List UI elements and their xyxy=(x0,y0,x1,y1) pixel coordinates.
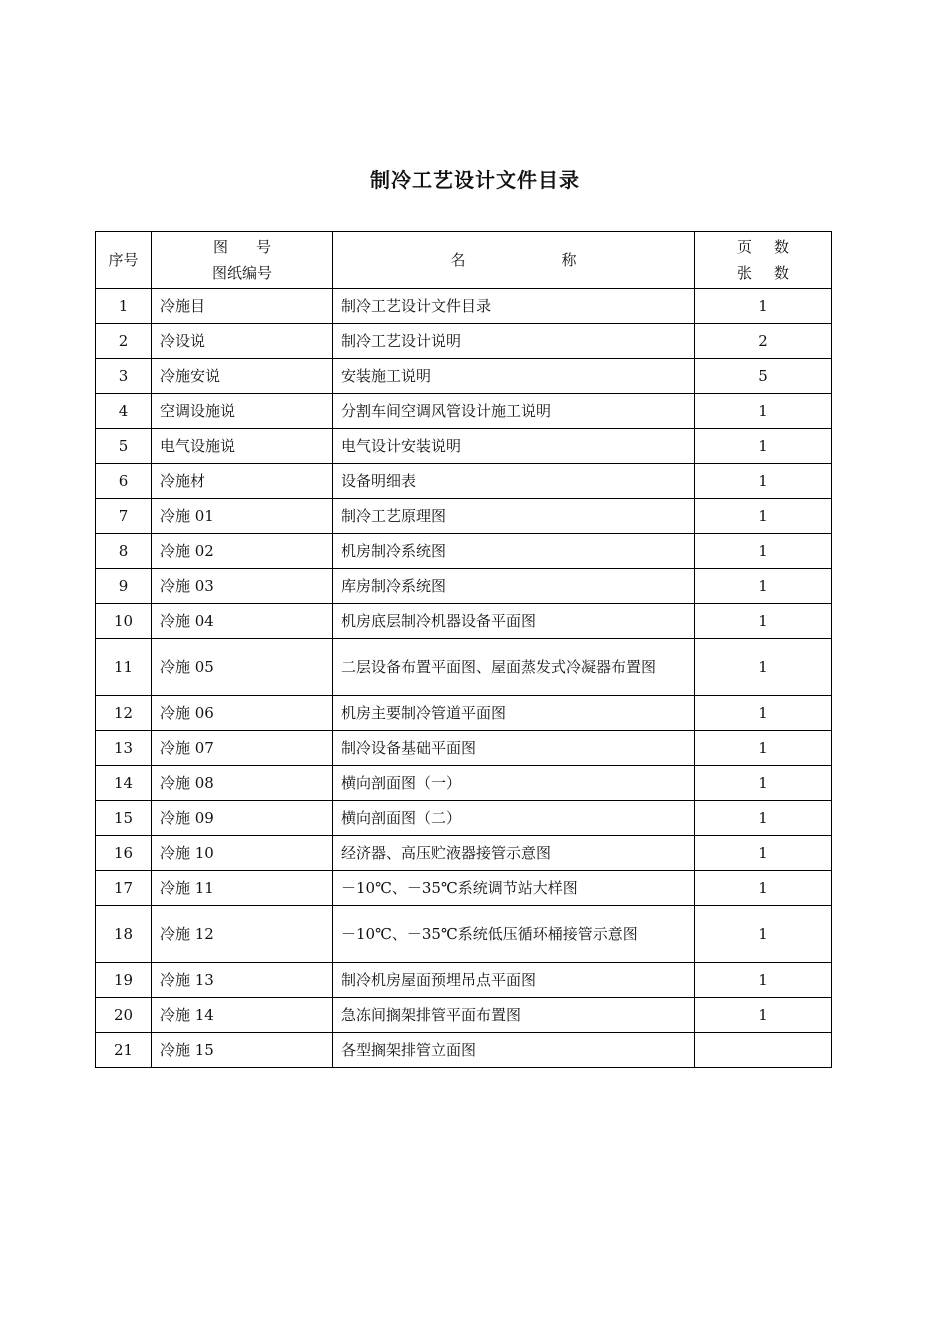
table-row xyxy=(96,1033,832,1068)
row-page-count: 1 xyxy=(695,906,832,963)
header-code-char-2: 号 xyxy=(256,238,272,256)
row-seq: 3 xyxy=(96,359,152,394)
row-page-count: 1 xyxy=(695,534,832,569)
header-name-char-1: 名 xyxy=(450,251,466,269)
row-page-count: 1 xyxy=(695,569,832,604)
row-page-count: 1 xyxy=(695,429,832,464)
row-drawing-name: 制冷工艺设计说明 xyxy=(333,324,695,359)
table-row xyxy=(96,289,832,324)
header-code-char-1: 图 xyxy=(212,238,228,256)
header-name-char-2: 称 xyxy=(561,251,577,269)
table-header-row xyxy=(96,232,832,289)
row-seq: 15 xyxy=(96,801,152,836)
row-drawing-code: 冷施 03 xyxy=(152,569,333,604)
row-drawing-name: 机房制冷系统图 xyxy=(333,534,695,569)
row-drawing-code: 冷施 06 xyxy=(152,696,333,731)
header-code xyxy=(152,232,333,289)
table-row xyxy=(96,359,832,394)
row-drawing-name: 制冷机房屋面预埋吊点平面图 xyxy=(333,963,695,998)
row-drawing-name: 制冷设备基础平面图 xyxy=(333,731,695,766)
row-page-count: 1 xyxy=(695,289,832,324)
table-row xyxy=(96,801,832,836)
row-drawing-code: 冷施 02 xyxy=(152,534,333,569)
row-drawing-code: 冷施 13 xyxy=(152,963,333,998)
row-page-count: 2 xyxy=(695,324,832,359)
row-drawing-name: 制冷工艺原理图 xyxy=(333,499,695,534)
header-seq: 序号 xyxy=(96,232,152,289)
row-drawing-code: 冷施 12 xyxy=(152,906,333,963)
row-page-count: 1 xyxy=(695,499,832,534)
row-drawing-code: 冷施安说 xyxy=(152,359,333,394)
row-drawing-code: 冷施 07 xyxy=(152,731,333,766)
row-drawing-code: 电气设施说 xyxy=(152,429,333,464)
table-row xyxy=(96,429,832,464)
row-drawing-name: 机房主要制冷管道平面图 xyxy=(333,696,695,731)
header-name xyxy=(333,232,695,289)
table-row xyxy=(96,836,832,871)
table-row xyxy=(96,998,832,1033)
table-row xyxy=(96,871,832,906)
table-row xyxy=(96,324,832,359)
row-drawing-name: 经济器、高压贮液器接管示意图 xyxy=(333,836,695,871)
row-drawing-code: 冷施材 xyxy=(152,464,333,499)
row-seq: 20 xyxy=(96,998,152,1033)
header-code-sub: 图纸编号 xyxy=(211,264,272,282)
row-drawing-name: 设备明细表 xyxy=(333,464,695,499)
row-page-count: 1 xyxy=(695,731,832,766)
row-drawing-name: 安装施工说明 xyxy=(333,359,695,394)
row-page-count: 1 xyxy=(695,871,832,906)
row-drawing-name: －10℃、－35℃系统调节站大样图 xyxy=(333,871,695,906)
row-page-count: 1 xyxy=(695,801,832,836)
row-drawing-name: －10℃、－35℃系统低压循环桶接管示意图 xyxy=(333,906,695,963)
row-page-count: 1 xyxy=(695,394,832,429)
row-drawing-name: 机房底层制冷机器设备平面图 xyxy=(333,604,695,639)
row-seq: 16 xyxy=(96,836,152,871)
table-row xyxy=(96,963,832,998)
row-page-count: 1 xyxy=(695,696,832,731)
row-drawing-code: 冷施 14 xyxy=(152,998,333,1033)
header-sheets-char-1: 张 xyxy=(736,264,752,282)
row-seq: 19 xyxy=(96,963,152,998)
table-row xyxy=(96,464,832,499)
row-drawing-code: 冷施 01 xyxy=(152,499,333,534)
table-row xyxy=(96,731,832,766)
row-drawing-code: 冷施 09 xyxy=(152,801,333,836)
row-seq: 4 xyxy=(96,394,152,429)
row-seq: 11 xyxy=(96,639,152,696)
row-drawing-name: 制冷工艺设计文件目录 xyxy=(333,289,695,324)
row-seq: 18 xyxy=(96,906,152,963)
row-drawing-code: 冷施 04 xyxy=(152,604,333,639)
row-page-count: 1 xyxy=(695,836,832,871)
drawing-catalog-table xyxy=(95,231,832,1068)
row-page-count: 1 xyxy=(695,639,832,696)
row-seq: 8 xyxy=(96,534,152,569)
table-row xyxy=(96,766,832,801)
table-row xyxy=(96,906,832,963)
row-page-count: 5 xyxy=(695,359,832,394)
table-row xyxy=(96,534,832,569)
row-seq: 21 xyxy=(96,1033,152,1068)
row-drawing-name: 横向剖面图（二） xyxy=(333,801,695,836)
row-drawing-name: 急冻间搁架排管平面布置图 xyxy=(333,998,695,1033)
row-seq: 2 xyxy=(96,324,152,359)
page-title: 制冷工艺设计文件目录 xyxy=(370,168,580,192)
row-drawing-name: 二层设备布置平面图、屋面蒸发式冷凝器布置图 xyxy=(333,639,695,696)
row-seq: 9 xyxy=(96,569,152,604)
row-page-count: 1 xyxy=(695,604,832,639)
row-seq: 6 xyxy=(96,464,152,499)
table-row xyxy=(96,639,832,696)
row-seq: 17 xyxy=(96,871,152,906)
row-drawing-code: 冷施 11 xyxy=(152,871,333,906)
row-drawing-name: 横向剖面图（一） xyxy=(333,766,695,801)
row-page-count xyxy=(695,1033,832,1068)
row-drawing-code: 冷施 10 xyxy=(152,836,333,871)
row-seq: 12 xyxy=(96,696,152,731)
table-row xyxy=(96,499,832,534)
header-pages xyxy=(695,232,832,289)
row-drawing-name: 分割车间空调风管设计施工说明 xyxy=(333,394,695,429)
row-drawing-name: 电气设计安装说明 xyxy=(333,429,695,464)
row-seq: 14 xyxy=(96,766,152,801)
header-pages-char-1: 页 xyxy=(736,238,752,256)
row-drawing-code: 空调设施说 xyxy=(152,394,333,429)
row-page-count: 1 xyxy=(695,464,832,499)
row-drawing-code: 冷施 05 xyxy=(152,639,333,696)
table-row xyxy=(96,696,832,731)
row-drawing-code: 冷设说 xyxy=(152,324,333,359)
row-page-count: 1 xyxy=(695,766,832,801)
row-page-count: 1 xyxy=(695,963,832,998)
row-drawing-name: 库房制冷系统图 xyxy=(333,569,695,604)
row-drawing-code: 冷施 08 xyxy=(152,766,333,801)
row-drawing-code: 冷施目 xyxy=(152,289,333,324)
row-seq: 13 xyxy=(96,731,152,766)
row-seq: 1 xyxy=(96,289,152,324)
table-row xyxy=(96,394,832,429)
table-row xyxy=(96,569,832,604)
header-sheets-char-2: 数 xyxy=(774,264,790,282)
row-drawing-code: 冷施 15 xyxy=(152,1033,333,1068)
row-seq: 10 xyxy=(96,604,152,639)
row-page-count: 1 xyxy=(695,998,832,1033)
table-row xyxy=(96,604,832,639)
row-seq: 7 xyxy=(96,499,152,534)
header-pages-char-2: 数 xyxy=(774,238,790,256)
row-drawing-name: 各型搁架排管立面图 xyxy=(333,1033,695,1068)
row-seq: 5 xyxy=(96,429,152,464)
